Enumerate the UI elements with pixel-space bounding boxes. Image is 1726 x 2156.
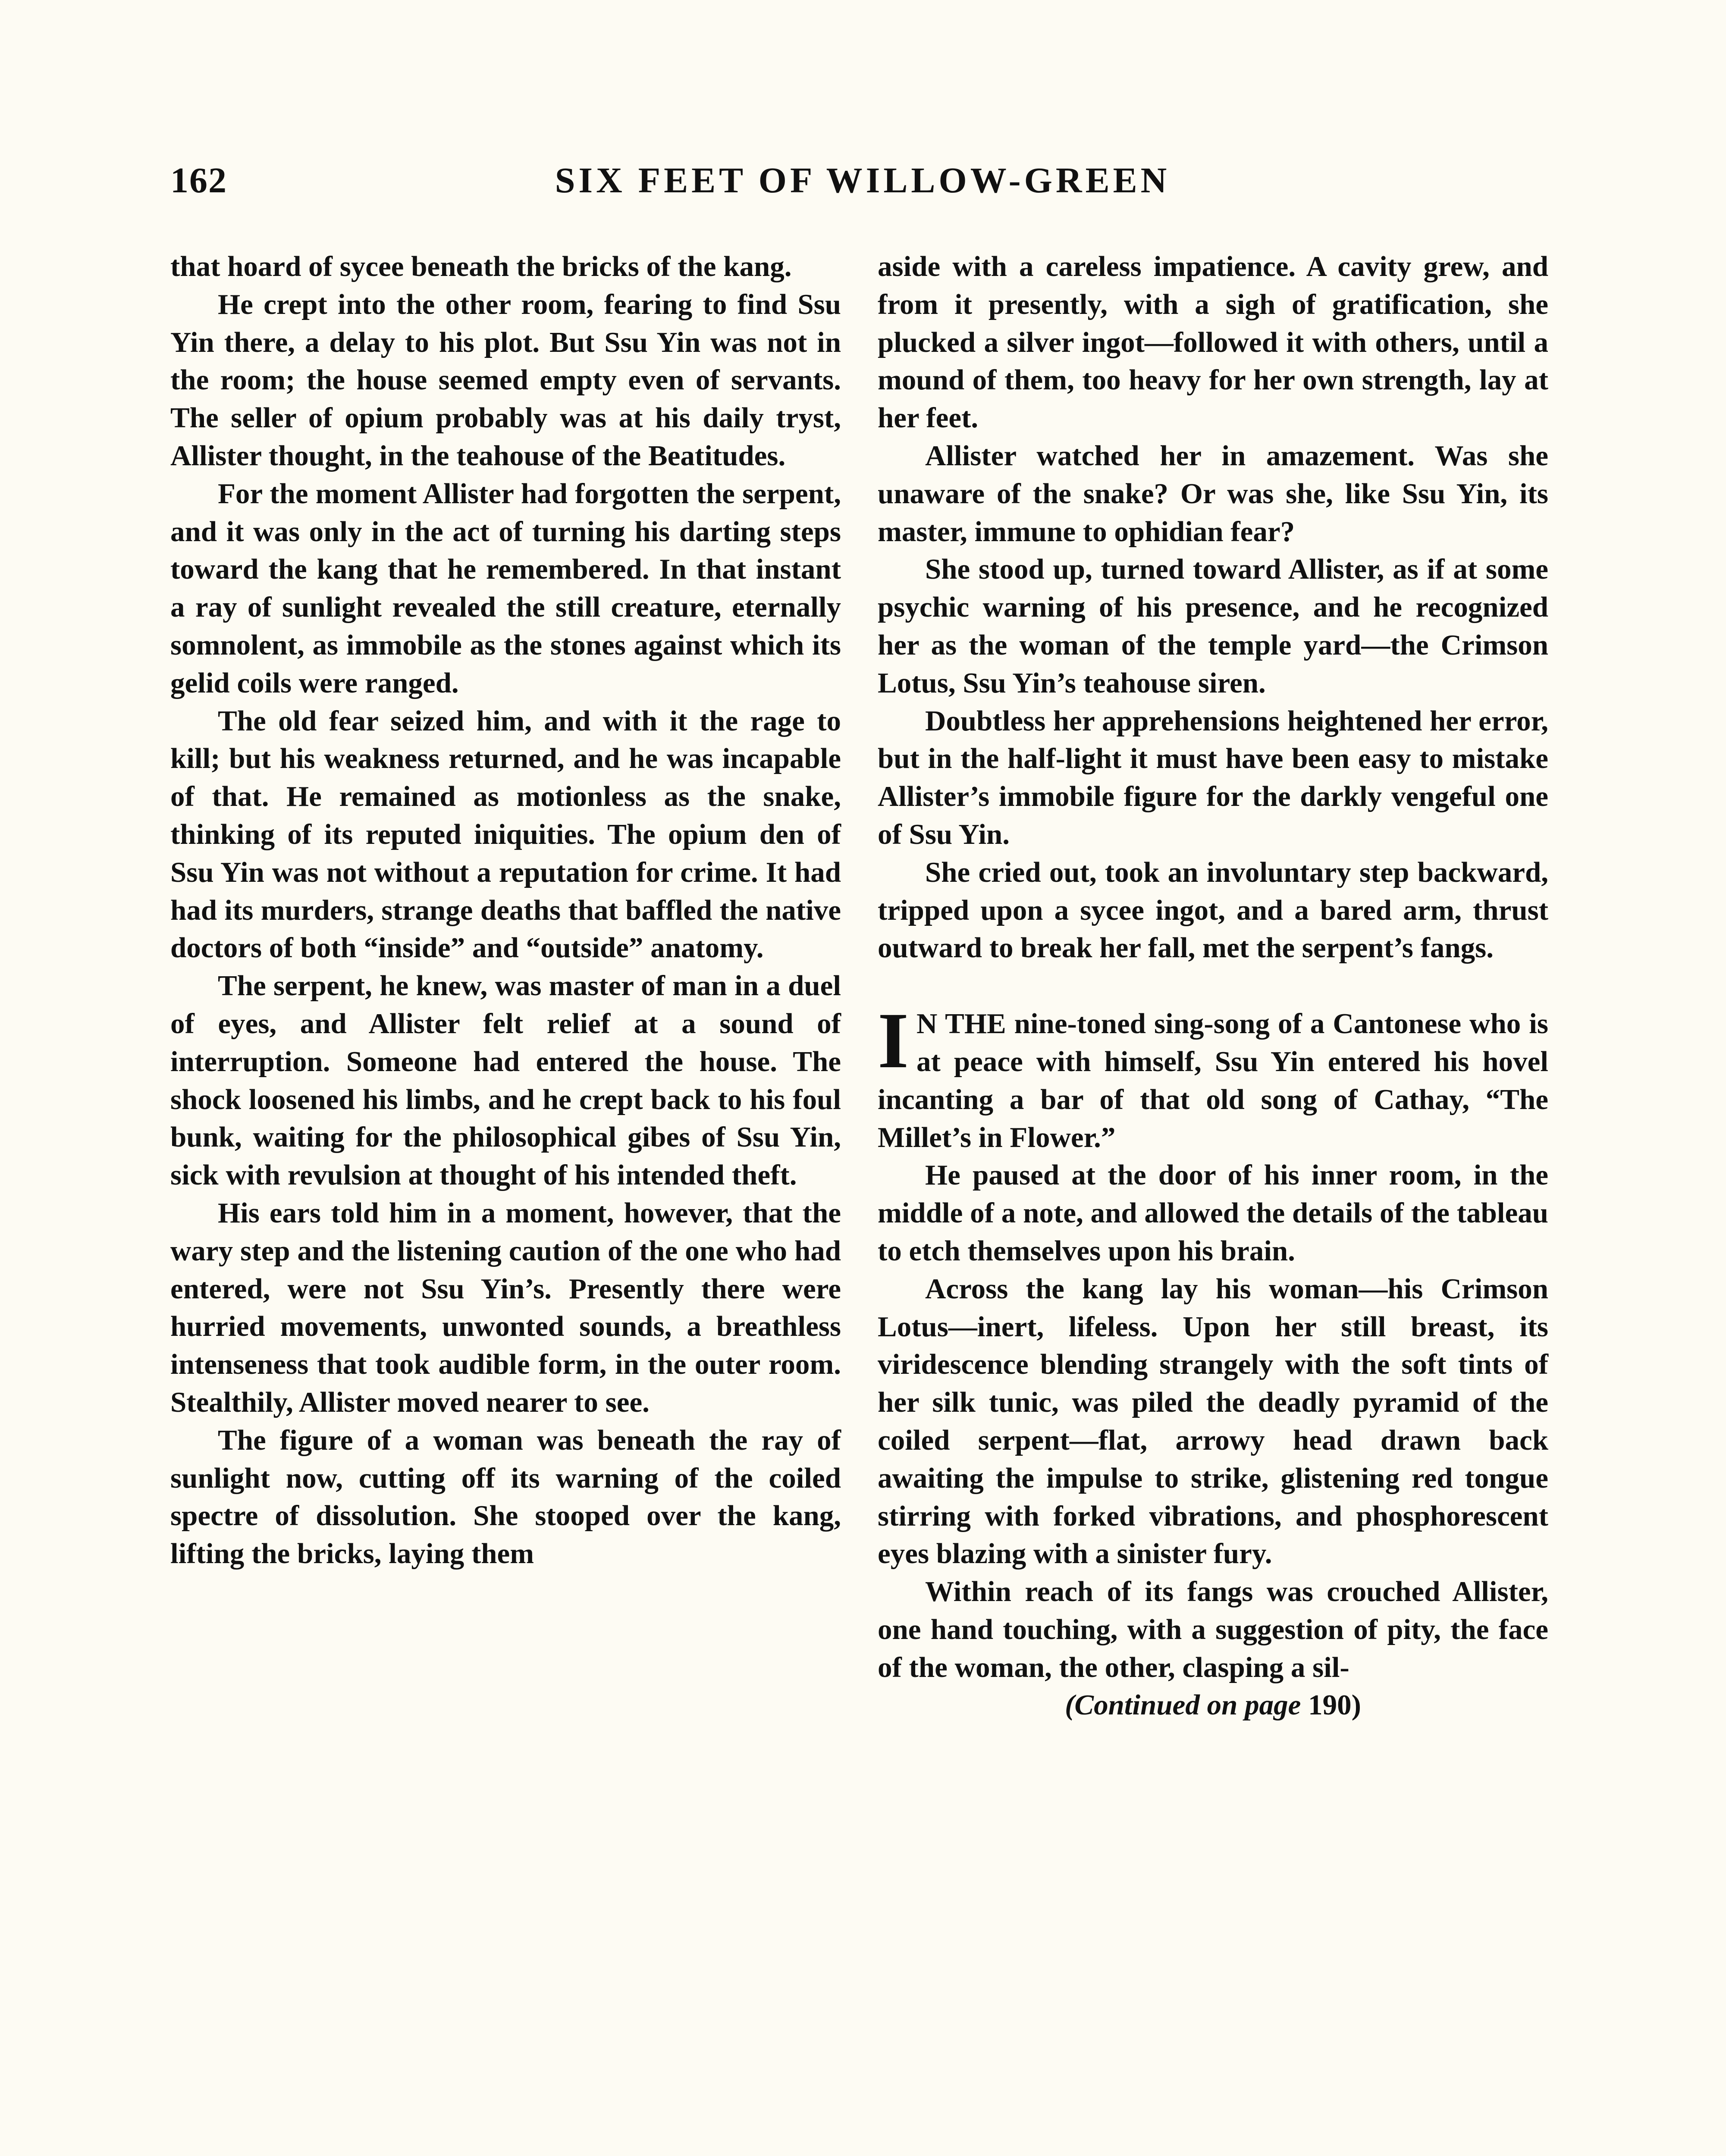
continued-note — [878, 1686, 1548, 1724]
drop-cap: I — [878, 997, 909, 1085]
paragraph: Within reach of its fangs was crouched Allister, one hand touching, with a suggestion of pity, the face of the woman, the other, clasping a sil- — [878, 1576, 1548, 1683]
paragraph: The serpent, he knew, was master of man in a duel of eyes, and Allister felt relief at a sound of interruption. Someone had entered the house. The shock loosened his limbs, and he crept back to his foul bunk, waiting for the philosophical gibes of Ssu Yin, sick with revulsion at thought of his intended theft. — [170, 970, 841, 1191]
paragraph: For the moment Allister had forgotten the serpent, and it was only in the act of turning his darting steps toward the kang that he remembered. In that instant a ray of sunlight revealed the still creature, eternally somnolent, as immobile as the stones against which its gelid coils were ranged. — [170, 477, 841, 699]
continued-page-number: 190) — [1308, 1689, 1361, 1721]
paragraph: He paused at the door of his inner room, in the middle of a note, and allowed the details of the tableau to etch themselves upon his brain. — [878, 1159, 1548, 1267]
paragraph-text: N THE nine-toned sing-song of a Cantonese who is at peace with himself, Ssu Yin entered his hovel incanting a bar of that old song of Cathay, “The Millet’s in Flower.” — [878, 1008, 1548, 1153]
paragraph: She cried out, took an involuntary step backward, tripped upon a sycee ingot, and a bared arm, thrust outward to break her fall, met the serpent’s fangs. — [878, 856, 1548, 964]
right-column — [878, 248, 1548, 1724]
paragraph: Across the kang lay his woman—his Crimson Lotus—inert, lifeless. Upon her still breast, its viridescence blending strangely with the soft tints of her silk tunic, was piled the deadly pyramid of the coiled serpent—flat, arrowy head drawn back awaiting the impulse to strike, glistening red tongue stirring with forked vibrations, and phosphorescent eyes blazing with a sinister fury. — [878, 1272, 1548, 1570]
paragraph: that hoard of sycee beneath the bricks of the kang. — [170, 251, 792, 282]
left-column — [170, 248, 841, 1573]
paragraph: The old fear seized him, and with it the rage to kill; but his weakness returned, and he was incapable of that. He remained as motionless as the snake, thinking of its reputed iniquities. The opium den of Ssu Yin was not without a reputation for crime. It had had its murders, strange deaths that baffled the native doctors of both “inside” and “outside” anatomy. — [170, 705, 841, 964]
paragraph: Doubtless her apprehensions heightened her error, but in the half-light it must have been easy to mistake Allister’s immobile figure for the darkly vengeful one of Ssu Yin. — [878, 705, 1548, 850]
paragraph: aside with a careless impatience. A cavity grew, and from it presently, with a sigh of gratification, she plucked a silver ingot—followed it with others, until a mound of them, too heavy for her own strength, lay at her feet. — [878, 251, 1548, 434]
page-header — [170, 160, 1555, 207]
page-number: 162 — [170, 160, 227, 201]
paragraph: He crept into the other room, fearing to find Ssu Yin there, a delay to his plot. But Ssu Yin was not in the room; the house seemed empty even of servants. The seller of opium probably was at his daily tryst, Allister thought, in the teahouse of the Beatitudes. — [170, 288, 841, 472]
paragraph: Allister watched her in amazement. Was she unaware of the snake? Or was she, like Ssu Yin, its master, immune to ophidian fear? — [878, 439, 1548, 548]
section-break — [878, 967, 1548, 1005]
running-title: SIX FEET OF WILLOW-GREEN — [555, 160, 1171, 201]
paragraph: She stood up, turned toward Allister, as if at some psychic warning of his presence, and he recognized her as the woman of the temple yard—the Crimson Lotus, Ssu Yin’s teahouse siren. — [878, 553, 1548, 699]
paragraph: The figure of a woman was beneath the ray of sunlight now, cutting off its warning of the coiled spectre of dissolution. She stooped over the kang, lifting the bricks, laying them — [170, 1424, 841, 1570]
paragraph: His ears told him in a moment, however, that the wary step and the listening caution of the one who had entered, were not Ssu Yin’s. Presently there were hurried movements, unwonted sounds, a breathless intenseness that took audible form, in the outer room. Stealthily, Allister moved nearer to see. — [170, 1197, 841, 1418]
section-opening-paragraph — [878, 997, 1548, 1156]
continued-text: (Continued on page — [1065, 1689, 1301, 1721]
